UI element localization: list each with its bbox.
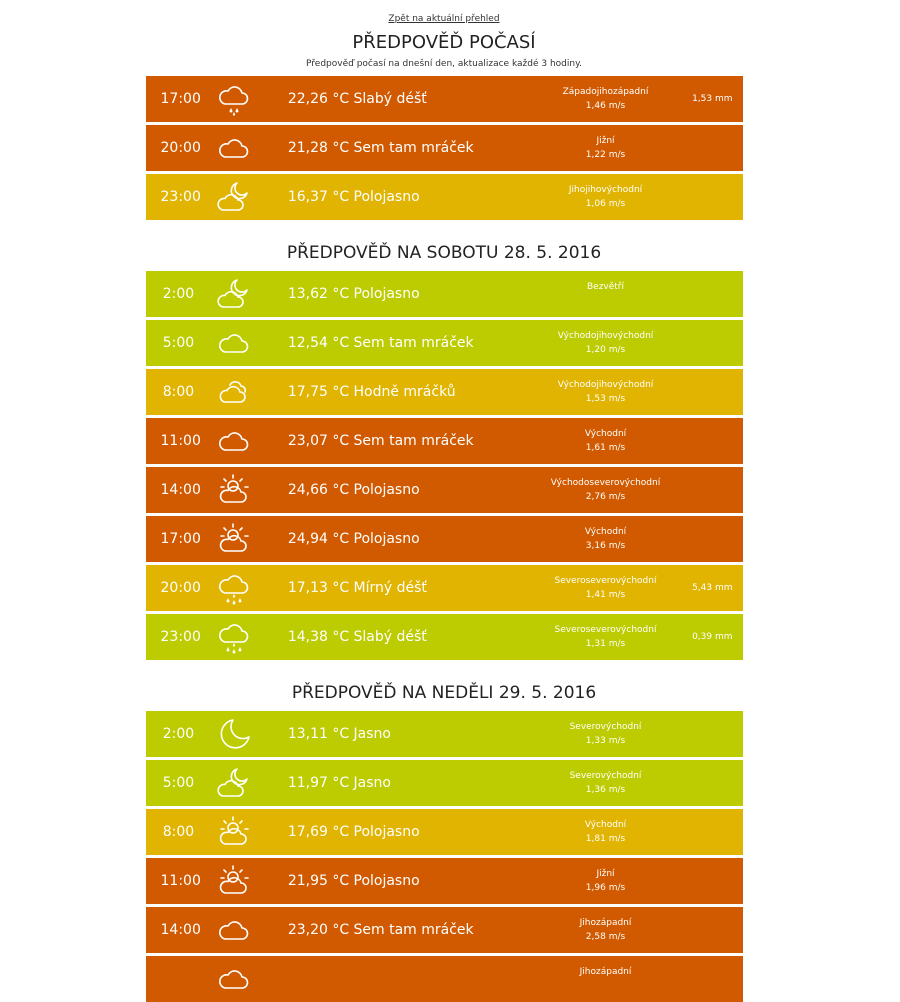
- forecast-page: [146, 0, 743, 1002]
- forecast-temperature: 13,11 °C: [287, 726, 350, 742]
- forecast-row: [146, 125, 743, 171]
- cloud-icon: [216, 961, 252, 997]
- forecast-wind: [526, 720, 686, 748]
- section-title: PŘEDPOVĚĎ NA SOBOTU 28. 5. 2016: [286, 243, 602, 263]
- forecast-description: Sem tam mráček: [353, 433, 474, 449]
- forecast-wind: [526, 574, 686, 602]
- back-to-overview-link[interactable]: Zpět na aktuální přehled: [388, 14, 500, 24]
- wind-speed: 1,33 m/s: [585, 736, 626, 746]
- forecast-wind: [526, 329, 686, 357]
- forecast-wind: [526, 867, 686, 895]
- forecast-temperature: 17,75 °C: [287, 384, 350, 400]
- forecast-time: 8:00: [162, 384, 195, 400]
- moon-icon: [216, 716, 252, 752]
- forecast-description: Polojasno: [353, 531, 420, 547]
- forecast-description: Polojasno: [353, 286, 420, 302]
- forecast-description: Sem tam mráček: [353, 335, 474, 351]
- cloud-icon: [216, 423, 252, 459]
- wind-speed: 1,22 m/s: [585, 150, 626, 160]
- forecast-row: [146, 956, 743, 1002]
- forecast-wind: [526, 134, 686, 162]
- wind-speed: 1,20 m/s: [585, 345, 626, 355]
- wind-direction: Východní: [584, 820, 627, 830]
- wind-direction: Bezvětří: [586, 282, 625, 292]
- moon-cloud-icon: [216, 179, 252, 215]
- forecast-wind: [526, 965, 686, 979]
- forecast-row: [146, 760, 743, 806]
- forecast-temperature: 21,28 °C: [287, 140, 350, 156]
- forecast-description: Jasno: [353, 775, 391, 791]
- wind-direction: Jihozápadní: [579, 967, 632, 977]
- forecast-temperature: 21,95 °C: [287, 873, 350, 889]
- forecast-row: [146, 614, 743, 660]
- forecast-description: Mírný déšť: [353, 580, 427, 596]
- forecast-rainfall: 5,43 mm: [692, 583, 733, 593]
- wind-direction: Jihozápadní: [579, 918, 632, 928]
- cloud-icon: [216, 130, 252, 166]
- forecast-time: 2:00: [162, 726, 195, 742]
- forecast-description: Slabý déšť: [353, 629, 427, 645]
- wind-speed: 3,16 m/s: [585, 541, 626, 551]
- forecast-rainfall: 0,39 mm: [692, 632, 733, 642]
- cloud-icon: [216, 912, 252, 948]
- forecast-time: 23:00: [160, 189, 201, 205]
- forecast-time: 17:00: [160, 91, 201, 107]
- forecast-description: Polojasno: [353, 189, 420, 205]
- sun-cloud-icon: [216, 863, 252, 899]
- forecast-time: 17:00: [160, 531, 201, 547]
- forecast-temperature: 24,94 °C: [287, 531, 350, 547]
- wind-direction: Západojihozápadní: [562, 87, 649, 97]
- forecast-time: 2:00: [162, 286, 195, 302]
- forecast-row: [146, 418, 743, 464]
- wind-speed: 2,76 m/s: [585, 492, 626, 502]
- forecast-temperature: 23,20 °C: [287, 922, 350, 938]
- forecast-description: Hodně mráčků: [353, 384, 456, 400]
- forecast-temperature: 24,66 °C: [287, 482, 350, 498]
- forecast-description: Polojasno: [353, 873, 420, 889]
- moon-cloud-icon: [216, 276, 252, 312]
- forecast-wind: [526, 623, 686, 651]
- forecast-wind: [526, 183, 686, 211]
- forecast-rainfall: 1,53 mm: [692, 94, 733, 104]
- forecast-row: [146, 271, 743, 317]
- wind-direction: Severoseverovýchodní: [554, 576, 657, 586]
- wind-direction: Východojihovýchodní: [557, 380, 654, 390]
- forecast-row: [146, 858, 743, 904]
- wind-speed: 2,58 m/s: [585, 932, 626, 942]
- wind-direction: Východní: [584, 429, 627, 439]
- wind-speed: 1,61 m/s: [585, 443, 626, 453]
- forecast-row: [146, 809, 743, 855]
- forecast-description: Polojasno: [353, 824, 420, 840]
- wind-direction: Východojihovýchodní: [557, 331, 654, 341]
- cloud-icon: [216, 325, 252, 361]
- forecast-description: Sem tam mráček: [353, 922, 474, 938]
- forecast-row: [146, 76, 743, 122]
- forecast-time: 20:00: [160, 140, 201, 156]
- forecast-row: [146, 565, 743, 611]
- wind-direction: Jižní: [596, 869, 615, 879]
- moon-cloud-icon: [216, 765, 252, 801]
- forecast-time: 5:00: [162, 335, 195, 351]
- forecast-time: 20:00: [160, 580, 201, 596]
- forecast-wind: [526, 378, 686, 406]
- clouds-icon: [216, 374, 252, 410]
- sun-cloud-icon: [216, 814, 252, 850]
- forecast-wind: [526, 85, 686, 113]
- wind-direction: Východoseverovýchodní: [550, 478, 661, 488]
- wind-speed: 1,46 m/s: [585, 101, 626, 111]
- forecast-row: [146, 467, 743, 513]
- forecast-time: 8:00: [162, 824, 195, 840]
- wind-speed: 1,31 m/s: [585, 639, 626, 649]
- page-title: PŘEDPOVĚĎ POČASÍ: [352, 32, 536, 53]
- forecast-wind: [526, 280, 686, 294]
- forecast-temperature: 23,07 °C: [287, 433, 350, 449]
- forecast-time: 11:00: [160, 873, 201, 889]
- cloud-light-rain-icon: [216, 81, 252, 117]
- wind-direction: Severoseverovýchodní: [554, 625, 657, 635]
- forecast-temperature: 17,13 °C: [287, 580, 350, 596]
- forecast-temperature: 17,69 °C: [287, 824, 350, 840]
- wind-direction: Jižní: [596, 136, 615, 146]
- wind-speed: 1,36 m/s: [585, 785, 626, 795]
- cloud-rain-icon: [216, 570, 252, 606]
- forecast-wind: [526, 525, 686, 553]
- wind-direction: Severovýchodní: [569, 771, 642, 781]
- sun-cloud-icon: [216, 521, 252, 557]
- wind-speed: 1,96 m/s: [585, 883, 626, 893]
- forecast-wind: [526, 427, 686, 455]
- forecast-row: [146, 320, 743, 366]
- forecast-temperature: 16,37 °C: [287, 189, 350, 205]
- wind-speed: 1,53 m/s: [585, 394, 626, 404]
- forecast-time: 23:00: [160, 629, 201, 645]
- forecast-row: [146, 516, 743, 562]
- wind-speed: 1,41 m/s: [585, 590, 626, 600]
- forecast-row: [146, 711, 743, 757]
- forecast-row: [146, 907, 743, 953]
- forecast-temperature: 13,62 °C: [287, 286, 350, 302]
- forecast-temperature: 14,38 °C: [287, 629, 350, 645]
- forecast-temperature: 12,54 °C: [287, 335, 350, 351]
- forecast-time: 14:00: [160, 482, 201, 498]
- forecast-wind: [526, 916, 686, 944]
- sun-cloud-icon: [216, 472, 252, 508]
- forecast-temperature: 11,97 °C: [287, 775, 350, 791]
- forecast-row: [146, 174, 743, 220]
- section-title: PŘEDPOVĚĎ NA NEDĚLI 29. 5. 2016: [291, 683, 597, 703]
- forecast-row: [146, 369, 743, 415]
- wind-direction: Východní: [584, 527, 627, 537]
- forecast-description: Polojasno: [353, 482, 420, 498]
- forecast-description: Jasno: [353, 726, 391, 742]
- page-subtitle: Předpověď počasí na dnešní den, aktualizace každé 3 hodiny.: [306, 59, 582, 69]
- forecast-wind: [526, 769, 686, 797]
- forecast-description: Slabý déšť: [353, 91, 427, 107]
- forecast-description: Sem tam mráček: [353, 140, 474, 156]
- wind-speed: 1,06 m/s: [585, 199, 626, 209]
- forecast-time: 11:00: [160, 433, 201, 449]
- forecast-time: 14:00: [160, 922, 201, 938]
- wind-direction: Severovýchodní: [569, 722, 642, 732]
- forecast-temperature: 22,26 °C: [287, 91, 350, 107]
- wind-direction: Jihojihovýchodní: [568, 185, 643, 195]
- forecast-time: 5:00: [162, 775, 195, 791]
- wind-speed: 1,81 m/s: [585, 834, 626, 844]
- forecast-sections: [146, 76, 743, 1002]
- forecast-wind: [526, 476, 686, 504]
- cloud-rain-icon: [216, 619, 252, 655]
- forecast-wind: [526, 818, 686, 846]
